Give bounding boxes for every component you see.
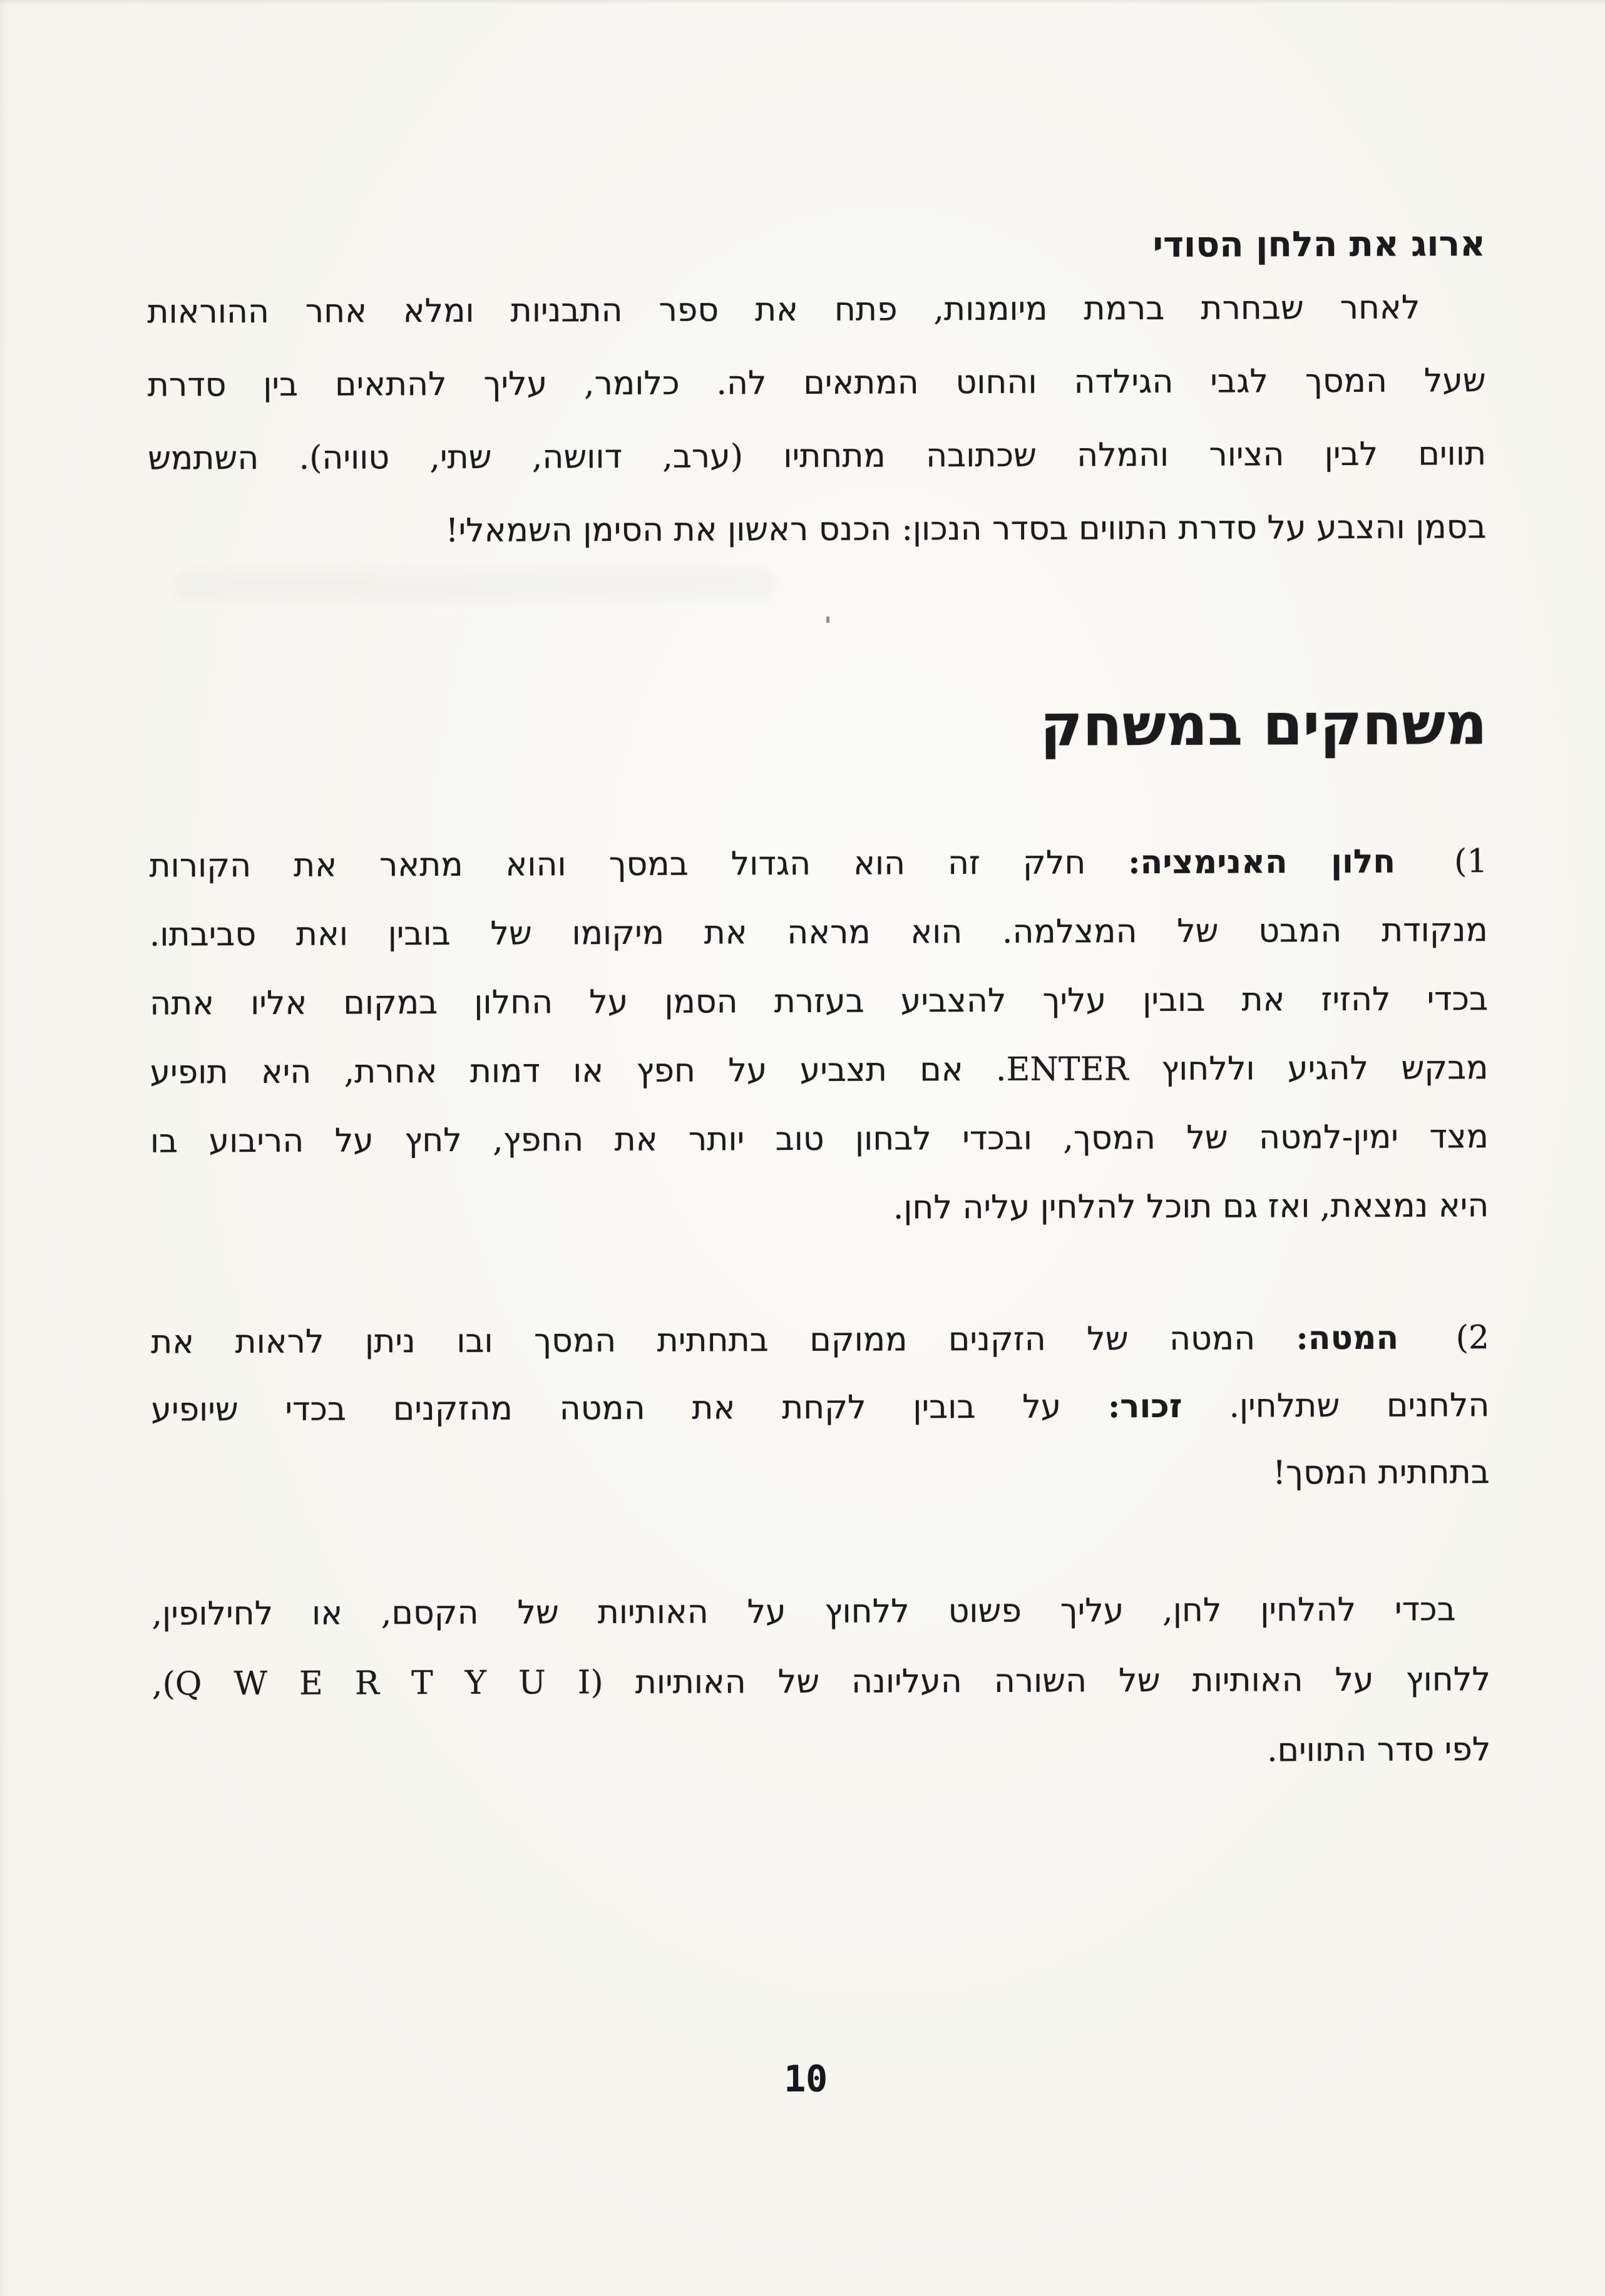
item1-line-6: היא נמצאת, ואז גם תוכל להלחין עליה לחן. xyxy=(893,1187,1489,1227)
games-in-game-section-title: משחקים במשחק xyxy=(1040,690,1487,759)
item2-line-2-pre: הלחנים שתלחין. xyxy=(1182,1386,1490,1425)
item2-line-1 xyxy=(151,1304,1489,1376)
item1-line-2: מנקודת המבט של המצלמה. הוא מראה את מיקומו של בובין ואת סביבתו. xyxy=(149,911,1488,954)
item2-line-1-text: המטה של הזקנים ממוקם בתחתית המסך ובו ניתן לראות את xyxy=(150,1320,1296,1361)
scan-speck xyxy=(826,617,829,623)
outro-line-3: לפי סדר התווים. xyxy=(1266,1731,1491,1770)
item1-line-3: בכדי להזיז את בובין עליך להצביע בעזרת הסמן על החלון במקום אליו אתה xyxy=(150,980,1489,1023)
item2-title: המטה: xyxy=(1296,1318,1399,1358)
intro-line-2: שעל המסך לגבי הגילדה והחוט המתאים לה. כלומר, עליך להתאים בין סדרת xyxy=(147,362,1486,404)
page-number: 10 xyxy=(784,2057,828,2101)
outro-line-1: בכדי להלחין לחן, עליך פשוט ללחוץ על האותיות של הקסם, או לחילופין, xyxy=(151,1591,1456,1633)
item1-title: חלון האנימציה: xyxy=(1128,842,1396,882)
item1-number: 1) xyxy=(1411,843,1488,881)
item1-line-5: מצד ימין-למטה של המסך, ובכדי לבחון טוב יותר את החפץ, לחץ על הריבוע בו xyxy=(150,1118,1489,1161)
item2-number: 2) xyxy=(1415,1319,1490,1357)
scan-bleedthrough-artifact xyxy=(173,566,774,603)
outro-line-2: ללחוץ על האותיות של השורה העליונה של האותיות (Q W E R T Y U I), xyxy=(151,1661,1491,1703)
item2-line-3: בתחתית המסך! xyxy=(1273,1453,1490,1492)
item2-line-2-text: על בובין לקחת את המטה מהזקנים בכדי שיופיע xyxy=(151,1388,1109,1429)
secret-melody-heading: ארוג את הלחן הסודי xyxy=(1152,223,1486,266)
intro-paragraph xyxy=(147,271,1487,568)
item1-line-1 xyxy=(149,827,1487,900)
item1-line-4: מבקש להגיע וללחוץ ENTER. אם תצביע על חפץ או דמות אחרת, היא תופיע xyxy=(150,1049,1489,1092)
item2-staff-paragraph xyxy=(151,1304,1490,1510)
intro-line-3: תווים לבין הציור והמלה שכתובה מתחתיו (ערב, דוושה, שתי, טוויה). השתמש xyxy=(148,435,1487,478)
item1-animation-window-paragraph xyxy=(149,827,1489,1244)
item2-remember-label: זכור: xyxy=(1107,1386,1182,1426)
outro-paragraph xyxy=(151,1574,1490,1789)
intro-line-1: לאחר שבחרת ברמת מיומנות, פתח את ספר התבניות ומלא אחר ההוראות xyxy=(147,289,1420,331)
item1-line-1-text: חלק זה הוא הגדול במסך והוא מתאר את הקורות xyxy=(149,844,1129,885)
intro-line-4: בסמן והצבע על סדרת התווים בסדר הנכון: הכנס ראשון את הסימן השמאלי! xyxy=(445,508,1487,550)
item2-line-2 xyxy=(151,1371,1489,1443)
